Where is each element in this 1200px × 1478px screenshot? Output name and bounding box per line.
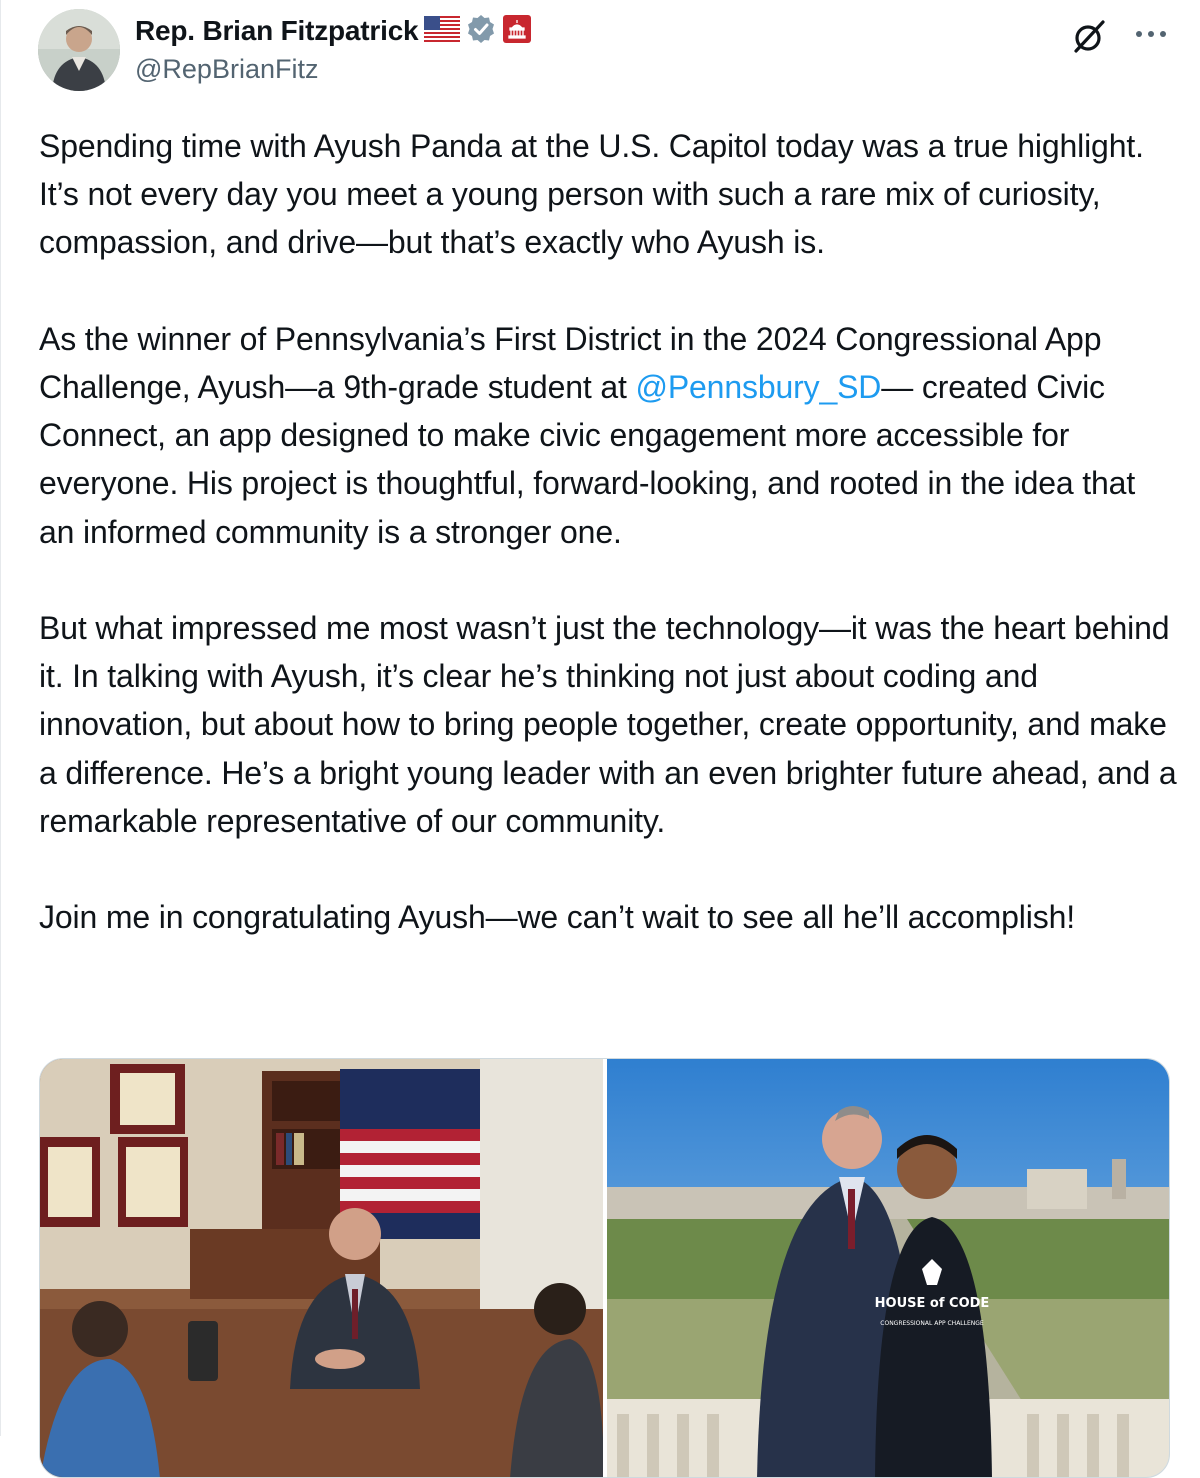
congress-affiliation-icon[interactable] <box>502 14 532 49</box>
author-avatar[interactable] <box>38 9 120 91</box>
tweet-paragraph-1: Spending time with Ayush Panda at the U.S. Capitol today was a true highlight. It’s not every day you meet a young person with such a rare mix of curiosity, compassion, and drive—but that’s exactly who Ayush is. <box>39 128 1153 261</box>
tweet-paragraph-4: Join me in congratulating Ayush—we can’t wait to see all he’ll accomplish! <box>39 899 1075 936</box>
shirt-text-line1: HOUSE of CODE <box>874 1296 989 1311</box>
author-handle[interactable]: @RepBrianFitz <box>135 54 319 84</box>
capitol-balcony-photo[interactable] <box>607 1059 1170 1477</box>
grok-icon[interactable] <box>1070 18 1108 56</box>
author-name-row <box>135 14 532 48</box>
author-display-name[interactable]: Rep. Brian Fitzpatrick <box>135 15 419 46</box>
mention-link[interactable]: @Pennsbury_SD <box>635 369 882 406</box>
us-flag-icon <box>424 16 460 47</box>
tweet-paragraph-3: But what impressed me most wasn’t just the technology—it was the heart behind it. In talking with Ayush, it’s clear he’s thinking not just about coding and innovation, but about how to bring people together, create opportunity, and make a difference. He’s a bright young leader with an even brighter future ahead, and a remarkable representative of our community. <box>39 610 1186 839</box>
more-options-icon[interactable] <box>1131 22 1171 46</box>
tweet-paragraph-2: As the winner of Pennsylvania’s First District in the 2024 Congressional App Challenge, Ayush—a 9th-grade student at @Pennsbury_SD— created Civic Connect, an app designed to make civic engagement more accessible for everyone. His project is thoughtful, forward-looking, and rooted in the idea that an informed community is a stronger one. <box>39 320 1144 550</box>
shirt-text-line2: CONGRESSIONAL APP CHALLENGE <box>879 1320 984 1327</box>
media-grid <box>39 1058 1170 1478</box>
tweet-text <box>39 122 1186 941</box>
verified-badge-icon[interactable] <box>466 14 496 49</box>
office-meeting-photo[interactable] <box>40 1059 603 1477</box>
